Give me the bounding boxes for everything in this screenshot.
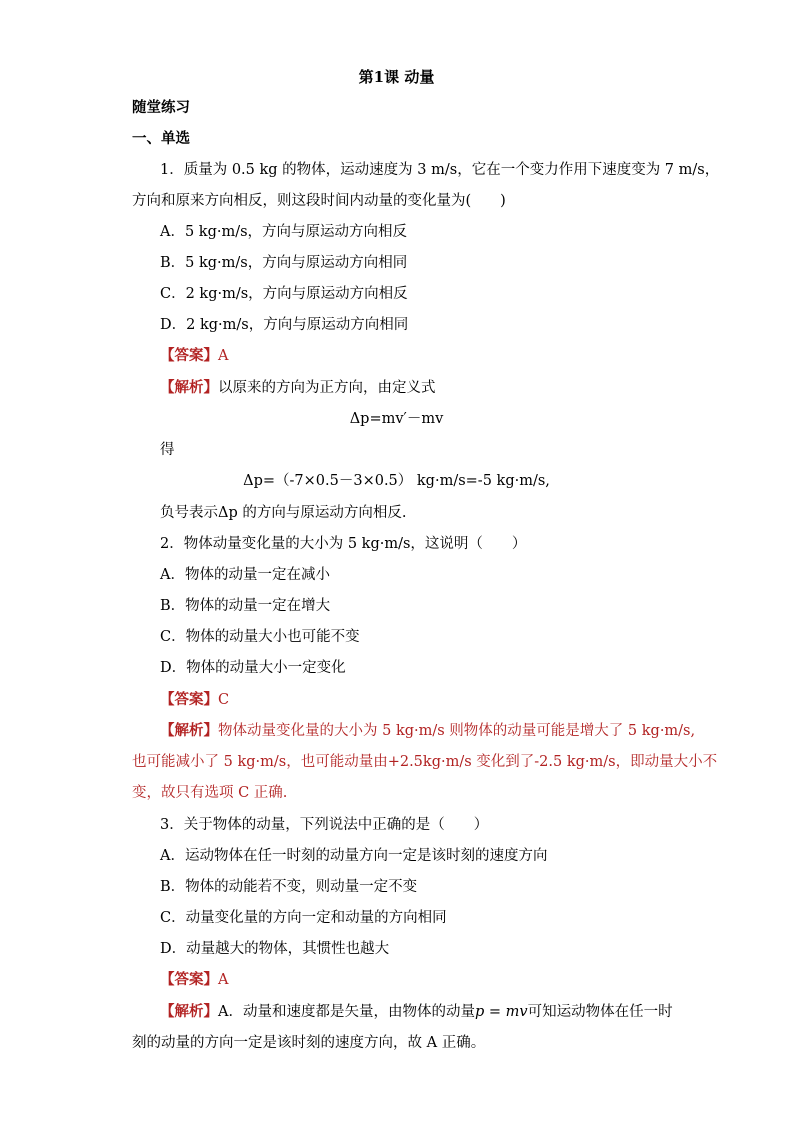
- page-title: 第1课 动量: [358, 68, 435, 86]
- q3-option-b: B．物体的动能若不变，则动量一定不变: [160, 879, 418, 895]
- q2-option-b: B．物体的动量一定在增大: [160, 598, 331, 614]
- analysis-tag: 【解析】: [160, 379, 218, 396]
- q1-option-c: C．2 kg·m/s，方向与原运动方向相反: [160, 286, 408, 302]
- answer-value: C: [218, 692, 230, 708]
- answer-tag: 【答案】: [160, 971, 218, 988]
- answer-tag: 【答案】: [160, 691, 218, 708]
- subsection-heading: 一、单选: [132, 130, 190, 147]
- q1-analysis: [160, 378, 436, 398]
- q2-analysis-line3: 变，故只有选项 C 正确.: [132, 785, 288, 801]
- analysis-tag: 【解析】: [160, 1003, 218, 1020]
- q2-option-c: C．物体的动量大小也可能不变: [160, 629, 360, 645]
- q1-conclusion: 负号表示Δp 的方向与原运动方向相反.: [160, 505, 407, 521]
- q1-answer: [160, 346, 228, 366]
- q1-option-d: D．2 kg·m/s，方向与原运动方向相同: [160, 317, 409, 333]
- momentum-formula: p = mv: [474, 1004, 528, 1020]
- analysis-tag: 【解析】: [160, 722, 218, 739]
- q1-formula2: Δp=（-7×0.5－3×0.5） kg·m/s=-5 kg·m/s,: [243, 473, 550, 489]
- q2-answer: [160, 690, 229, 710]
- q3-analysis-line2: 刻的动量的方向一定是该时刻的速度方向，故 A 正确。: [132, 1035, 486, 1051]
- q3-option-c: C．动量变化量的方向一定和动量的方向相同: [160, 910, 447, 926]
- answer-value: A: [218, 348, 229, 364]
- answer-value: A: [218, 972, 229, 988]
- q1-de: 得: [160, 442, 175, 458]
- q2-analysis-line1: [160, 721, 695, 741]
- q2-option-d: D．物体的动量大小一定变化: [160, 660, 346, 676]
- q3-analysis-line1: [160, 1002, 673, 1022]
- q3-option-a: A．运动物体在任一时刻的动量方向一定是该时刻的速度方向: [160, 848, 548, 864]
- q2-option-a: A．物体的动量一定在减小: [160, 567, 330, 583]
- q1-option-a: A．5 kg·m/s，方向与原运动方向相反: [160, 224, 408, 240]
- analysis-text-b: 可知运动物体在任一时: [527, 1004, 673, 1020]
- section-heading: 随堂练习: [132, 99, 190, 116]
- analysis-text: 物体动量变化量的大小为 5 kg·m/s 则物体的动量可能是增大了 5 kg·m/s,: [218, 723, 696, 739]
- q3-stem: 3．关于物体的动量，下列说法中正确的是（ ）: [160, 817, 489, 833]
- q1-option-b: B．5 kg·m/s，方向与原运动方向相同: [160, 255, 408, 271]
- q3-answer: [160, 970, 228, 990]
- analysis-text-a: A．动量和速度都是矢量，由物体的动量: [218, 1004, 475, 1020]
- q1-stem-line2: 方向和原来方向相反，则这段时间内动量的变化量为( ): [132, 193, 506, 209]
- q1-stem-line1: 1．质量为 0.5 kg 的物体，运动速度为 3 m/s，它在一个变力作用下速度变为 7 m/s，: [160, 162, 720, 178]
- q1-formula1: Δp=mv′－mv: [349, 411, 444, 427]
- answer-tag: 【答案】: [160, 347, 218, 364]
- q2-analysis-line2: 也可能减小了 5 kg·m/s，也可能动量由+2.5kg·m/s 变化到了-2.5 kg·m/s，即动量大小不: [132, 754, 718, 770]
- analysis-text: 以原来的方向为正方向，由定义式: [218, 380, 436, 396]
- q3-option-d: D．动量越大的物体，其惯性也越大: [160, 941, 390, 957]
- q2-stem: 2．物体动量变化量的大小为 5 kg·m/s，这说明（ ）: [160, 536, 527, 552]
